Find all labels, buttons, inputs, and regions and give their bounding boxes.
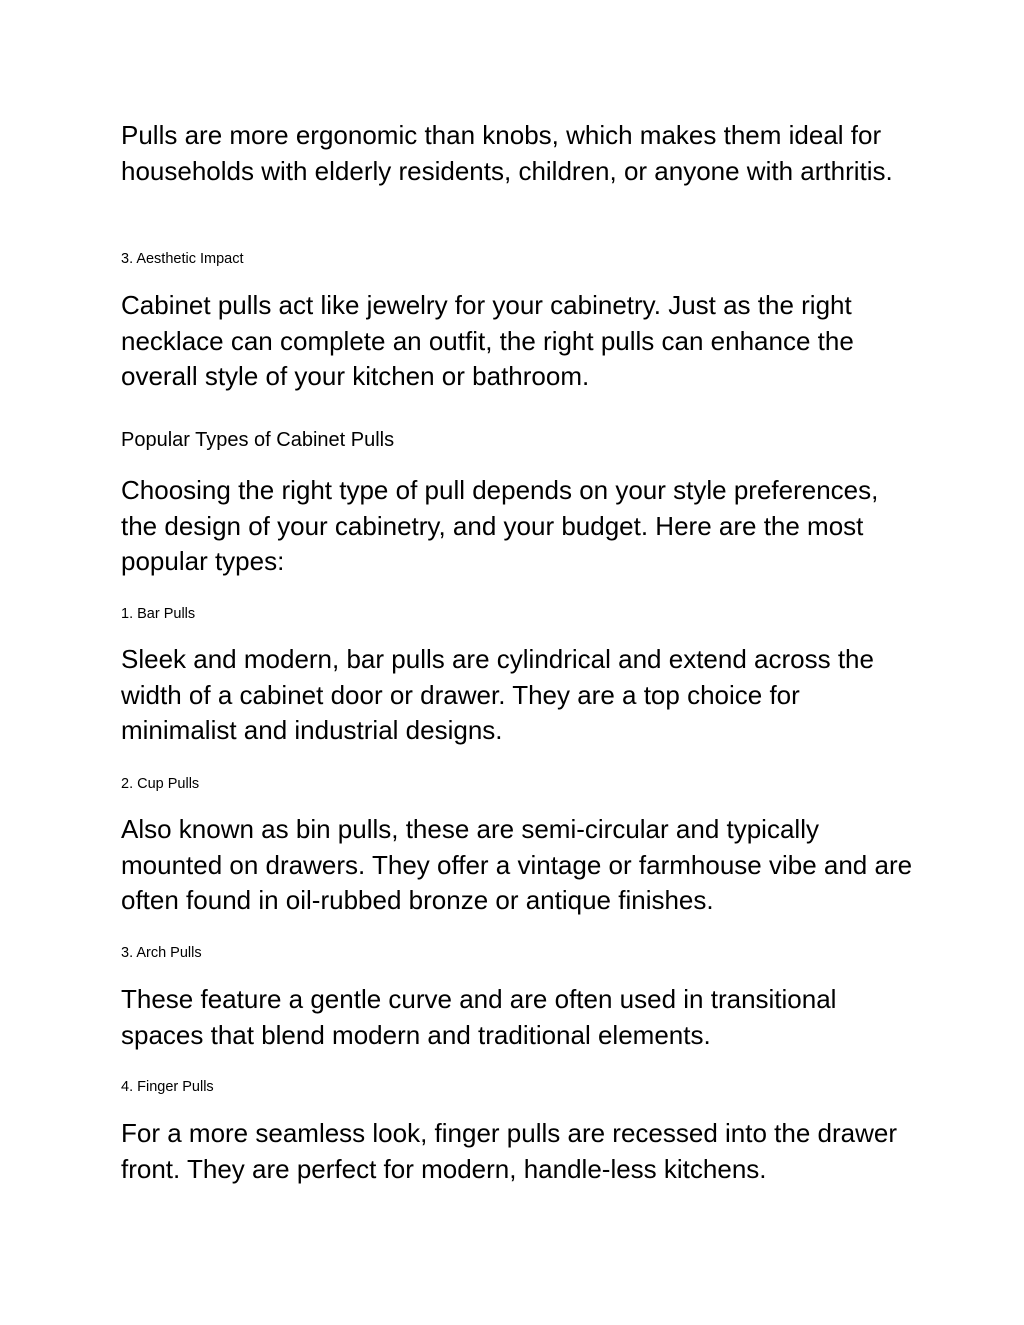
heading-bar-pulls: 1. Bar Pulls [121,606,196,622]
paragraph-bar-pulls: Sleek and modern, bar pulls are cylindrical and extend across the width of a cabinet door or drawer. They are a top choice for minimalist and industrial designs. [121,644,874,745]
heading-popular-types: Popular Types of Cabinet Pulls [121,429,395,451]
heading-cup-pulls: 2. Cup Pulls [121,776,200,792]
heading-aesthetic-impact: 3. Aesthetic Impact [121,251,244,267]
paragraph-choosing: Choosing the right type of pull depends on your style preferences, the design of your cabinetry, and your budget. Here are the most popular types: [121,475,879,576]
paragraph-ergonomic: Pulls are more ergonomic than knobs, which makes them ideal for households with elderly residents, children, or anyone with arthritis. [121,120,893,186]
heading-arch-pulls: 3. Arch Pulls [121,945,202,961]
heading-finger-pulls: 4. Finger Pulls [121,1079,214,1095]
paragraph-arch-pulls: These feature a gentle curve and are often used in transitional spaces that blend modern and traditional elements. [121,984,837,1050]
paragraph-finger-pulls: For a more seamless look, finger pulls are recessed into the drawer front. They are perfect for modern, handle-less kitchens. [121,1118,898,1184]
paragraph-cup-pulls: Also known as bin pulls, these are semi-circular and typically mounted on drawers. They offer a vintage or farmhouse vibe and are often found in oil-rubbed bronze or antique finishes. [121,814,913,915]
paragraph-aesthetic: Cabinet pulls act like jewelry for your cabinetry. Just as the right necklace can complete an outfit, the right pulls can enhance the overall style of your kitchen or bathroom. [121,290,854,391]
